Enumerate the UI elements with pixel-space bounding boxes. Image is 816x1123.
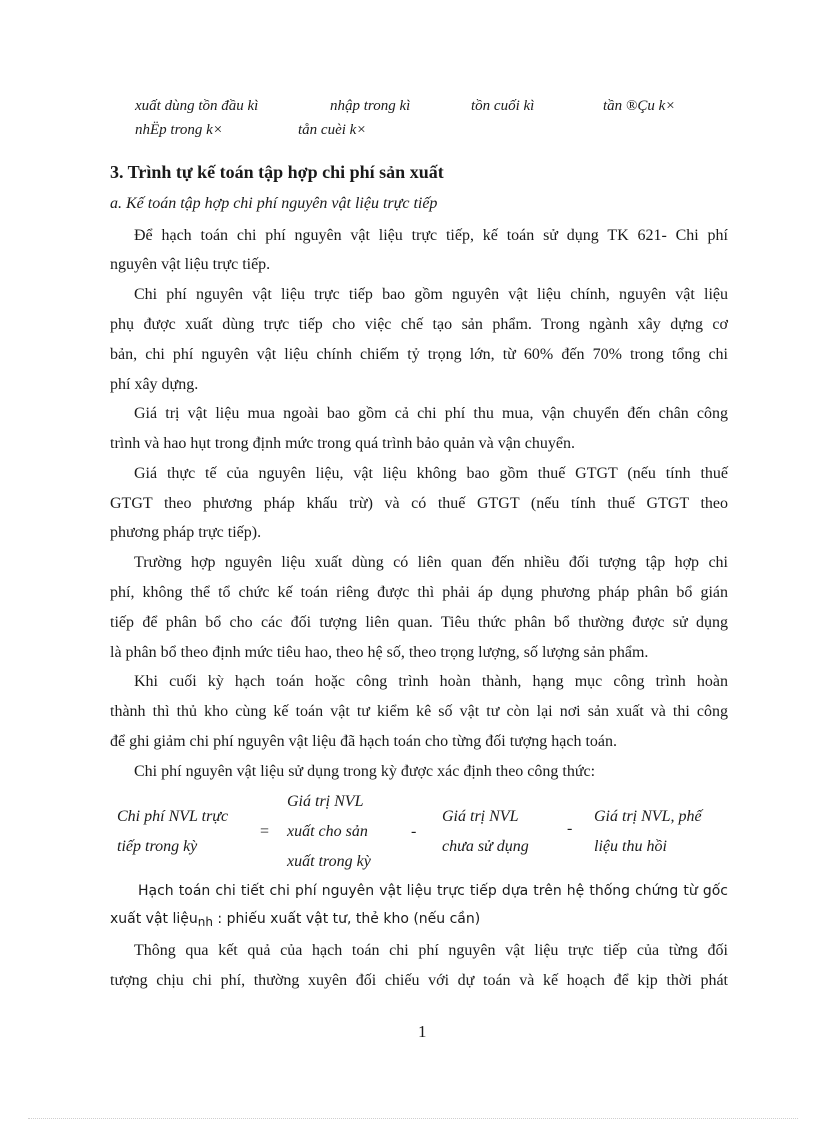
text-line: tượng chịu chi phí, thường xuyên đối chiếu với dự toán và kế hoạch để kịp thời phát [110,972,728,989]
text-line: Giá trị vật liệu mua ngoài bao gồm cả chi phí thu mua, vận chuyển đến chân công [134,405,728,422]
text-line: phụ được xuất dùng trực tiếp cho việc chế tạo sản phẩm. Trong ngành xây dựng cơ [110,316,728,333]
text-line: tiếp để phân bổ cho các đối tượng liên quan. Tiêu thức phân bổ thường được sử dụng [110,614,728,631]
text-line: phương pháp trực tiếp). [110,524,262,541]
term-ton-cuoi-ki: tồn cuối kì [471,98,535,114]
formula-term3-line1: Giá trị NVL, phế [594,808,702,825]
term-xuat-dung-ton-dau-ki: xuất dùng tồn đầu kì [135,98,259,114]
formula-lhs-line2: tiếp trong kỳ [117,838,198,855]
text-line: trình và hao hụt trong định mức trong quá trình bảo quản và vận chuyển. [110,435,576,452]
term-nhap-trong-ki: nhập trong kì [330,98,411,114]
formula-term3-line2: liệu thu hồi [594,838,667,855]
text-line: Để hạch toán chi phí nguyên vật liệu trực tiếp, kế toán sử dụng TK 621- Chi phí [134,227,728,244]
text-line: nguyên vật liệu trực tiếp. [110,256,271,273]
text-line: Thông qua kết quả của hạch toán chi phí nguyên vật liệu trực tiếp của từng đối [134,942,728,959]
formula-term1-line1: Giá trị NVL [287,793,364,810]
page-divider [28,1118,798,1119]
text-line-with-subscript [110,911,728,929]
text-fragment: : phiếu xuất vật tư, thẻ kho (nếu cần) [217,911,481,927]
formula-term1-line3: xuất trong kỳ [287,853,371,870]
term-garbled-3: tån cuèi k× [298,122,367,138]
text-line: bản, chi phí nguyên vật liệu chính chiếm tỷ trọng lớn, từ 60% đến 70% trong tổng chi [110,346,728,363]
formula-term2-line2: chưa sử dụng [442,838,529,855]
formula-lhs-line1: Chi phí NVL trực [117,808,229,825]
formula-minus-2: - [567,820,573,837]
formula-equals: = [260,823,270,840]
text-line: phí, không thể tổ chức kế toán riêng được thì phải áp dụng phương pháp phân bổ gián [110,584,728,601]
subsection-heading: a. Kế toán tập hợp chi phí nguyên vật liệu trực tiếp [110,195,438,212]
text-line: Khi cuối kỳ hạch toán hoặc công trình hoàn thành, hạng mục công trình hoàn [134,673,728,690]
formula-minus-1: - [411,823,417,840]
text-line: Chi phí nguyên vật liệu trực tiếp bao gồm nguyên vật liệu chính, nguyên vật liệu [134,286,728,303]
page-number: 1 [418,1022,427,1041]
term-garbled-1: tần ®Çu k× [603,98,676,114]
text-line: Hạch toán chi tiết chi phí nguyên vật liệu trực tiếp dựa trên hệ thống chứng từ gốc [138,883,728,899]
text-line: GTGT theo phương pháp khấu trừ) và có thuế GTGT (nếu tính thuế GTGT theo [110,495,728,512]
text-fragment: xuất vật liệu [110,911,198,927]
text-line: để ghi giảm chi phí nguyên vật liệu đã hạch toán cho từng đối tượng hạch toán. [110,733,618,750]
term-garbled-2: nhËp trong k× [135,122,223,138]
text-line: Chi phí nguyên vật liệu sử dụng trong kỳ được xác định theo công thức: [134,763,596,780]
text-line: Trường hợp nguyên liệu xuất dùng có liên quan đến nhiều đối tượng tập hợp chi [134,554,728,571]
formula-term2-line1: Giá trị NVL [442,808,519,825]
text-line: là phân bổ theo định mức tiêu hao, theo hệ số, theo trọng lượng, số lượng sản phẩm. [110,644,649,661]
text-line: Giá thực tế của nguyên liệu, vật liệu không bao gồm thuế GTGT (nếu tính thuế [134,465,728,482]
text-line: thành thì thủ kho cùng kế toán vật tư kiểm kê số vật tư còn lại nơi sản xuất và thi công [110,703,728,720]
subscript-fragment: nh [197,915,213,929]
formula-term1-line2: xuất cho sản [287,823,368,840]
text-line: phí xây dựng. [110,376,199,393]
section-heading: 3. Trình tự kế toán tập hợp chi phí sản xuất [110,162,444,182]
